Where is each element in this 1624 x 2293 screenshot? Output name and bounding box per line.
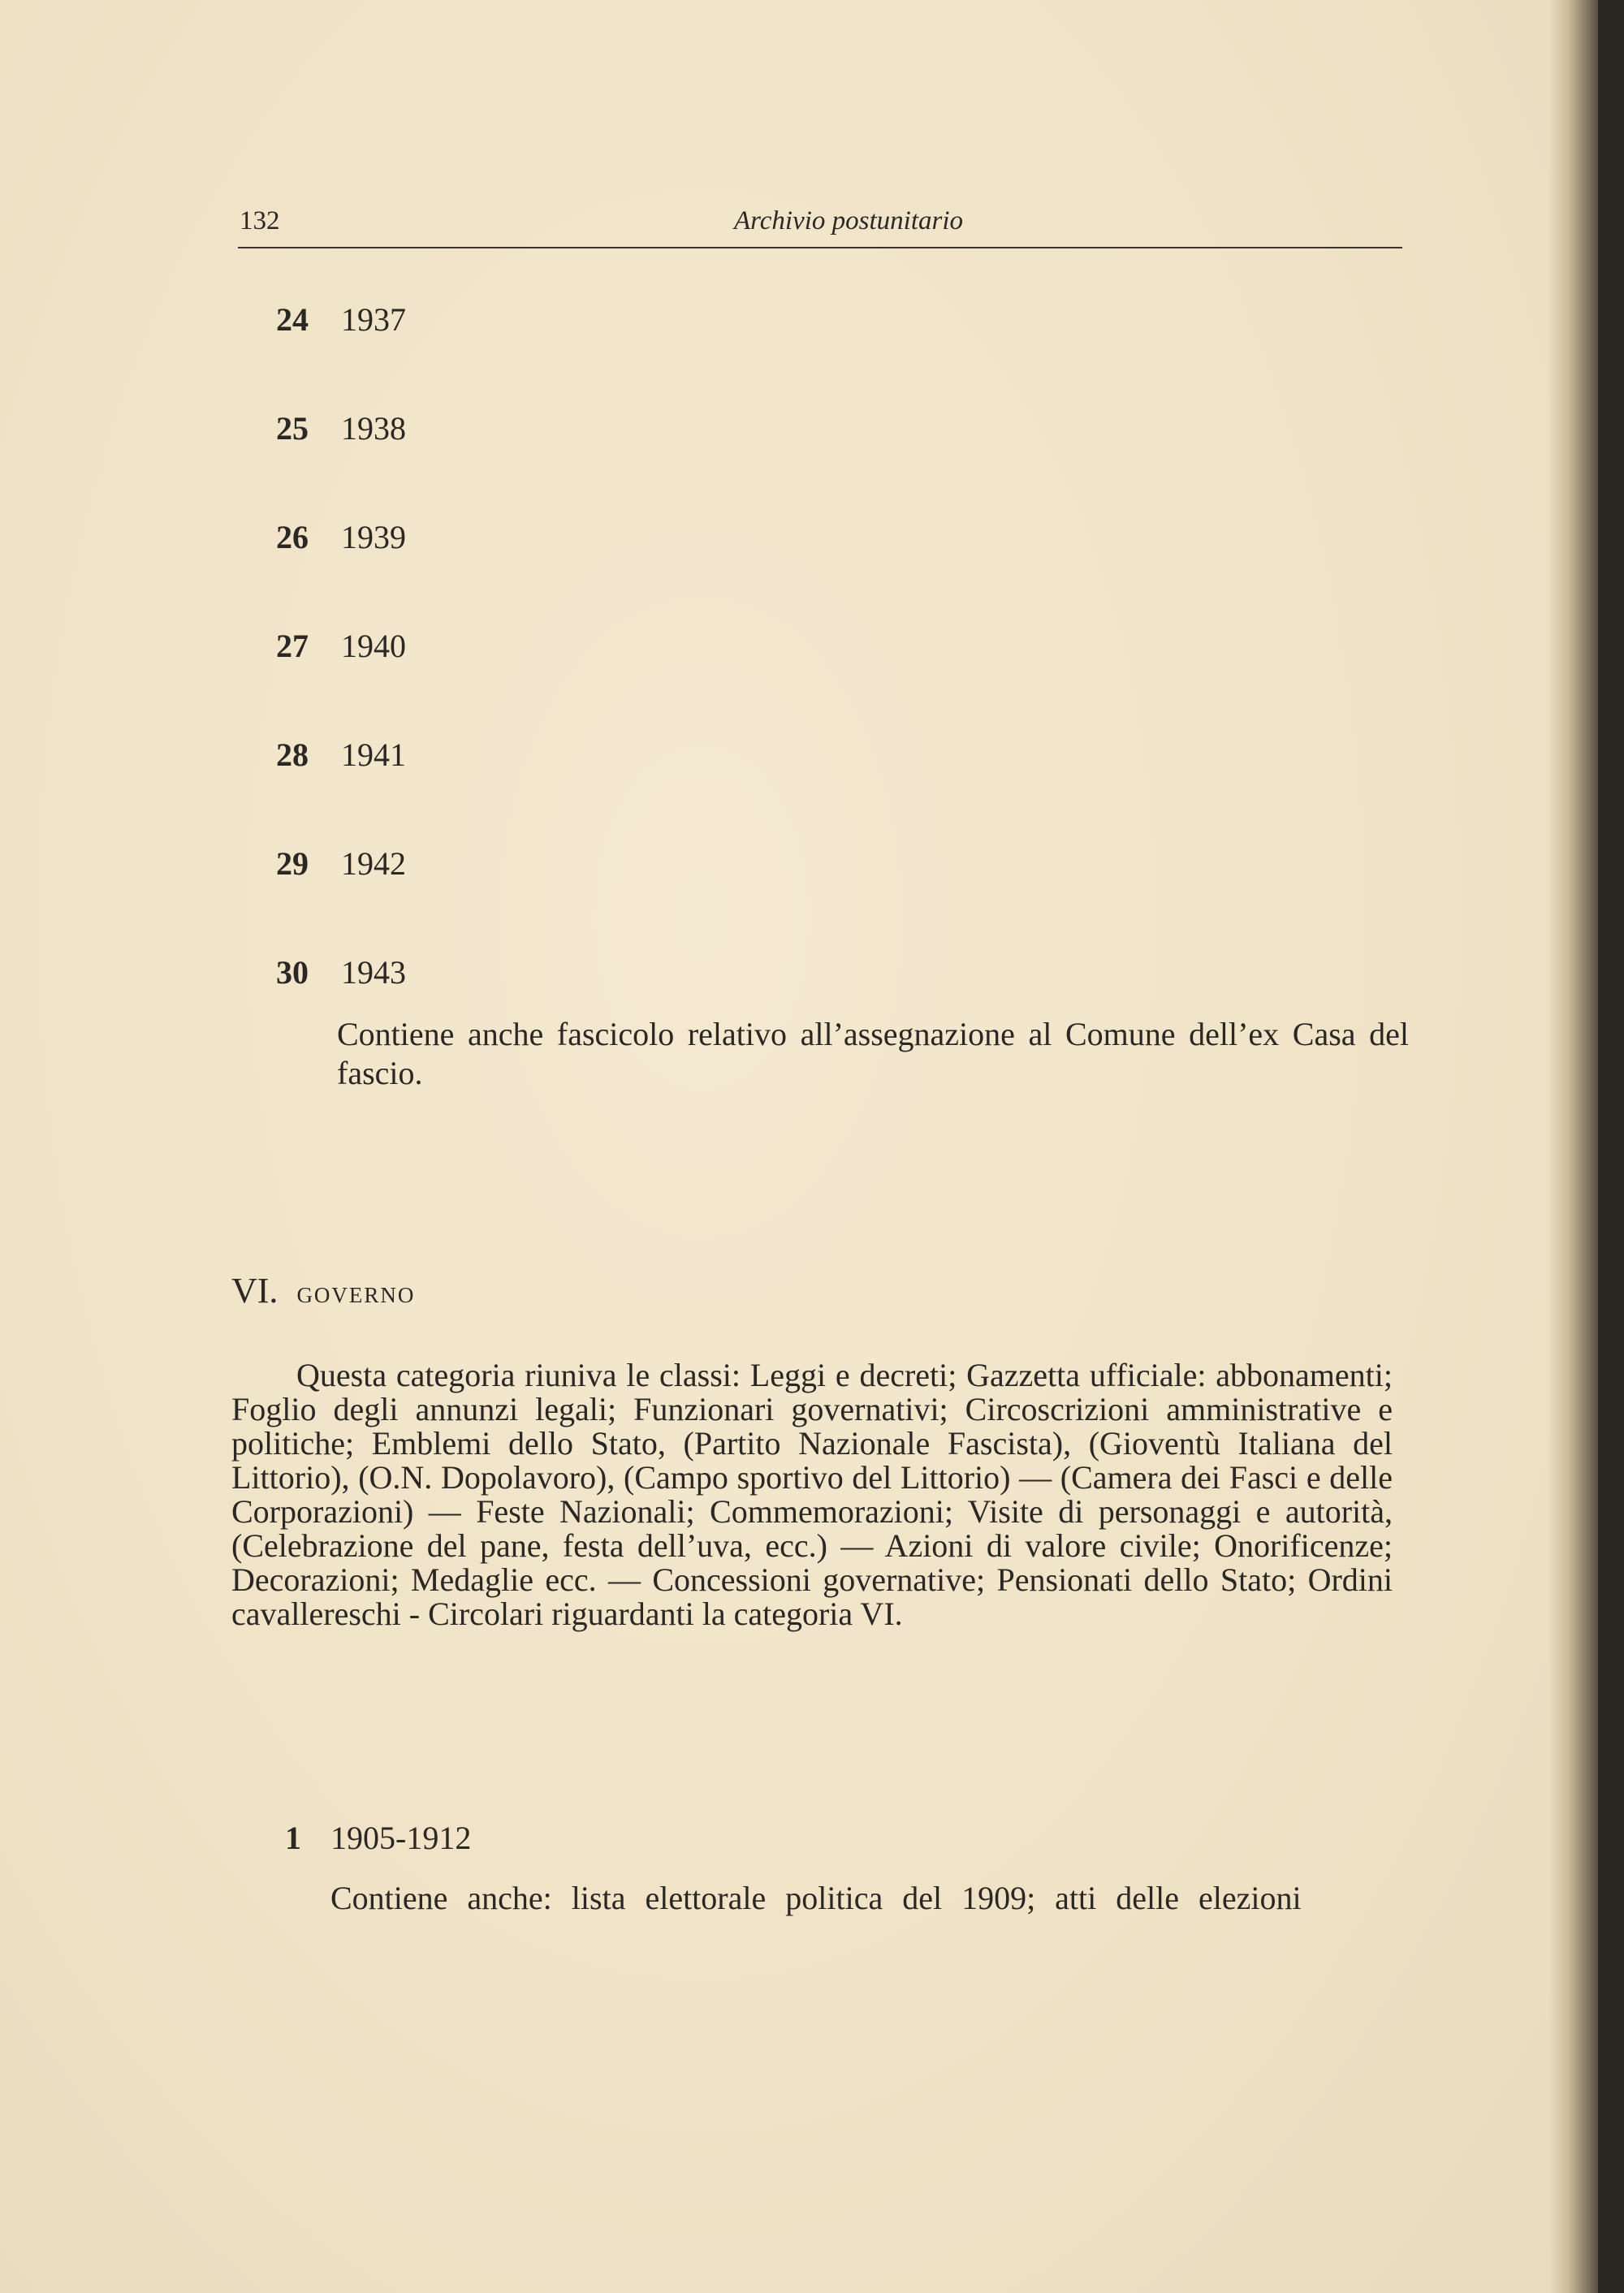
entry-year: 1943 xyxy=(341,954,406,991)
entry-note: Contiene anche: lista elettorale politica del 1909; atti delle elezioni xyxy=(330,1880,1302,1916)
entry-year: 1937 xyxy=(341,301,406,338)
section-description xyxy=(231,1358,1393,1631)
entry-number: 24 xyxy=(276,301,309,338)
entry-number: 27 xyxy=(276,628,309,664)
entry-year: 1939 xyxy=(341,519,406,555)
entry-number: 25 xyxy=(276,410,309,447)
entry-note: Contiene anche fascicolo relativo all’assegnazione al Comune dell’ex Casa del fascio. xyxy=(337,1016,1409,1091)
entry-number: 29 xyxy=(276,845,309,882)
description-paragraph: Questa categoria riuniva le classi: Leggi e decreti; Gazzetta ufficiale: abbonamenti; Foglio degli annunzi legali; Funzionari governativi; Circoscrizioni amministrative e politiche; Emblemi dello Stato, (Partito Nazionale Fascista), (Gioventù Italiana del Littorio), (O.N. Dopolavoro), (Campo sportivo del Littorio) — (Camera dei Fasci e delle Corporazioni) — Feste Nazionali; Commemorazioni; Visite di personaggi e autorità, (Celebrazione del pane, festa dell’uva, ecc.) — Azioni di valore civile; Onorificenze; Decorazioni; Medaglie ecc. — Concessioni governative; Pensionati dello Stato; Ordini cavallereschi - Circolari riguardanti la categoria VI. xyxy=(231,1357,1393,1632)
entry-number: 30 xyxy=(276,954,309,991)
page-header xyxy=(238,201,1402,248)
entry-number: 1 xyxy=(285,1820,301,1856)
section-title: governo xyxy=(296,1276,416,1310)
entry-year: 1938 xyxy=(341,410,406,447)
page-number: 132 xyxy=(240,206,280,235)
entry-year: 1941 xyxy=(341,736,406,773)
entry-number: 28 xyxy=(276,736,309,773)
section-number: VI. xyxy=(231,1271,279,1311)
entry-year: 1942 xyxy=(341,845,406,882)
running-title: Archivio postunitario xyxy=(733,206,963,235)
section-heading xyxy=(231,1270,415,1311)
entry-year: 1905-1912 xyxy=(330,1820,472,1856)
entry-year: 1940 xyxy=(341,628,406,664)
page-edge xyxy=(1549,0,1598,2293)
entry-number: 26 xyxy=(276,519,309,555)
